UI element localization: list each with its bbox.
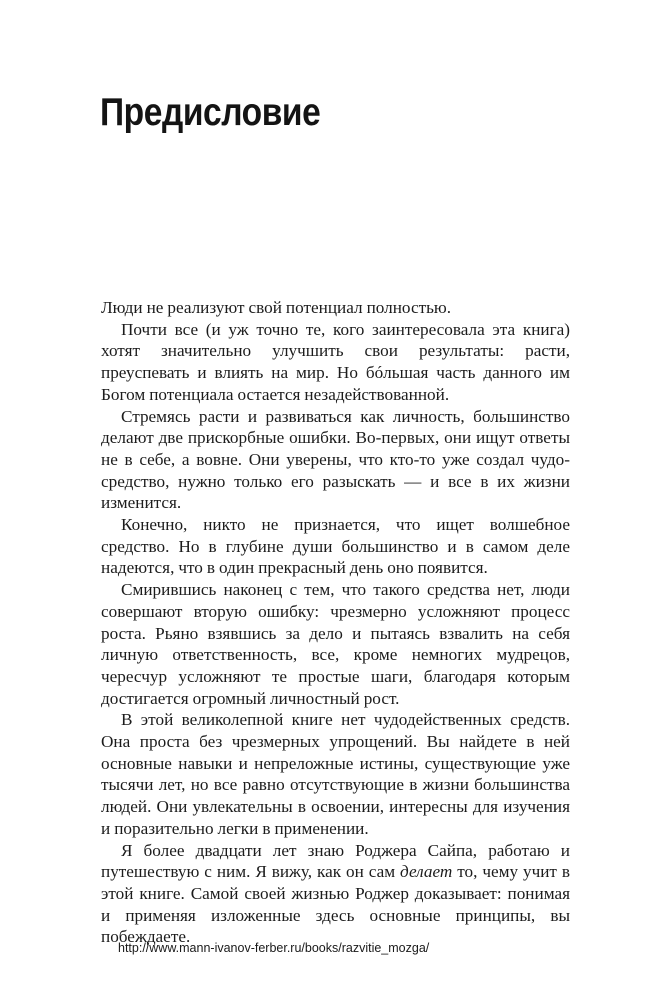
paragraph-2: Почти все (и уж точно те, кого заинтересовала эта книга) хотят значительно улучшить свои результаты: расти, преуспевать и влиять на мир. Но бóльшая часть данного им Богом потенциала остается незадействованной. (101, 319, 570, 404)
paragraph-7-emphasis: делает (400, 862, 453, 882)
chapter-title: Предисловие (100, 91, 321, 134)
body-text (101, 297, 570, 948)
footer-url: http://www.mann-ivanov-ferber.ru/books/razvitie_mozga/ (118, 941, 430, 955)
paragraph-7-text-start: Я более двадцати лет знаю Роджера Сайпа, работаю и путешествую с ним. Я вижу, как он сам (101, 840, 570, 882)
paragraph-6: В этой великолепной книге нет чудодейственных средств. Она проста без чрезмерных упрощений. Вы найдете в ней основные навыки и непреложные истины, существующие уже тысячи лет, но все равно отсутствующие в жизни большинства людей. Они увлекательны в освоении, интересны для изучения и поразительно легки в применении. (101, 710, 570, 838)
paragraph-7 (101, 840, 570, 949)
paragraph-4: Конечно, никто не признается, что ищет волшебное средство. Но в глубине души большинство и в самом деле надеются, что в один прекрасный день оно появится. (101, 515, 570, 578)
paragraph-3: Стремясь расти и развиваться как личность, большинство делают две прискорбные ошибки. Во-первых, они ищут ответы не в себе, а вовне. Они уверены, что кто-то уже создал чудо-средство, нужно только его разыскать — и все в их жизни изменится. (101, 406, 570, 513)
paragraph-7-text-end: то, чему учит в этой книге. Самой своей жизнью Роджер доказывает: понимая и применяя изложенные здесь основные принципы, вы побеждаете. (101, 862, 570, 947)
paragraph-1: Люди не реализуют свой потенциал полностью. (101, 298, 452, 317)
paragraph-5: Смирившись наконец с тем, что такого средства нет, люди совершают вторую ошибку: чрезмерно усложняют процесс роста. Рьяно взявшись за дело и пытаясь взвалить на себя личную ответственность, все, кроме немногих мудрецов, чересчур усложняют те простые шаги, благодаря которым достигается огромный личностный рост. (101, 580, 570, 708)
